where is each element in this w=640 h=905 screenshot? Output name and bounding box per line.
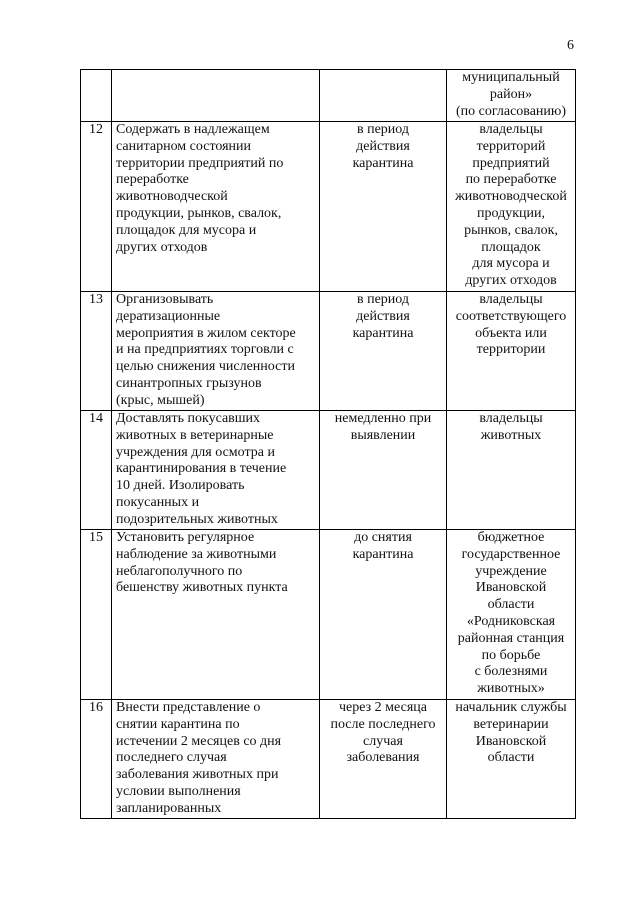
- action-line: Установить регулярное: [116, 530, 255, 545]
- responsible-line: предприятий: [472, 155, 550, 171]
- action-line: истечении 2 месяцев со дня: [116, 733, 282, 749]
- action-line: животноводческой: [116, 189, 228, 205]
- responsible-line: владельцы: [479, 122, 543, 137]
- row-number-cell: 15: [81, 530, 112, 700]
- term-line: в период: [356, 292, 410, 307]
- responsible-line: по переработке: [465, 172, 557, 188]
- term-line: карантина: [352, 546, 414, 562]
- action-line: наблюдение за животными: [116, 546, 277, 562]
- term-line: действия: [356, 138, 410, 154]
- action-line: последнего случая: [116, 750, 227, 766]
- action-line: санитарном состоянии: [116, 138, 252, 154]
- responsible-line: соответствующего: [455, 308, 567, 324]
- term-cell: [320, 700, 447, 819]
- responsible-line: учреждение: [475, 563, 547, 579]
- term-cell: [320, 70, 447, 122]
- responsible-line: объекта или: [475, 325, 547, 341]
- action-line: Организовывать: [116, 292, 214, 307]
- responsible-line: ветеринарии: [473, 716, 549, 732]
- responsible-line: районная станция: [457, 630, 565, 646]
- responsible-line: владельцы: [479, 292, 543, 307]
- responsible-line: территории: [476, 342, 546, 358]
- action-line: снятии карантина по: [116, 716, 240, 732]
- responsible-line: (по согласованию): [455, 103, 567, 119]
- table-row: [81, 122, 576, 292]
- responsible-cell: [447, 292, 576, 411]
- responsible-cell: [447, 411, 576, 530]
- action-line: Внести представление о: [116, 700, 261, 715]
- action-line: условии выполнения: [116, 783, 241, 799]
- responsible-line: области: [487, 597, 535, 613]
- action-line: бешенству животных пункта: [116, 580, 288, 596]
- row-number-cell: 12: [81, 122, 112, 292]
- responsible-line: области: [487, 750, 535, 766]
- responsible-line: рынков, свалок,: [464, 222, 558, 238]
- action-line: Содержать в надлежащем: [116, 122, 270, 137]
- action-line: продукции, рынков, свалок,: [116, 205, 282, 221]
- action-line: карантинирования в течение: [116, 461, 287, 477]
- responsible-line: с болезнями: [474, 664, 548, 680]
- action-cell: [112, 530, 320, 700]
- responsible-line: площадок: [481, 239, 541, 255]
- action-line: территории предприятий по: [116, 155, 284, 171]
- action-line: неблагополучного по: [116, 563, 243, 579]
- term-line: до снятия: [354, 530, 412, 545]
- row-number-cell: [81, 70, 112, 122]
- table-row: [81, 530, 576, 700]
- action-line: Доставлять покусавших: [116, 411, 261, 426]
- action-line: переработке: [116, 172, 189, 188]
- action-cell: [112, 70, 320, 122]
- action-cell: [112, 292, 320, 411]
- table-row: [81, 700, 576, 819]
- responsible-cell: [447, 530, 576, 700]
- term-line: после последнего: [330, 716, 436, 732]
- responsible-line: животных: [480, 427, 542, 443]
- row-number-cell: 14: [81, 411, 112, 530]
- responsible-line: территорий: [476, 138, 546, 154]
- responsible-line: Ивановской: [475, 580, 547, 596]
- responsible-line: по борьбе: [481, 647, 541, 663]
- term-cell: [320, 122, 447, 292]
- table-row-continuation: [81, 70, 576, 122]
- table-row: [81, 411, 576, 530]
- action-line: и на предприятиях торговли с: [116, 342, 294, 358]
- row-number-cell: 16: [81, 700, 112, 819]
- responsible-line: государственное: [461, 546, 561, 562]
- action-cell: [112, 122, 320, 292]
- action-line: запланированных: [116, 800, 222, 816]
- responsible-line: район»: [489, 86, 533, 102]
- page-number: 6: [567, 38, 574, 53]
- term-line: случая: [363, 733, 403, 749]
- row-number-cell: 13: [81, 292, 112, 411]
- action-line: синантропных грызунов: [116, 375, 262, 391]
- action-line: учреждения для осмотра и: [116, 444, 275, 460]
- responsible-line: бюджетное: [477, 530, 545, 545]
- responsible-line: других отходов: [465, 273, 557, 289]
- responsible-cell: [447, 122, 576, 292]
- term-line: карантина: [352, 155, 414, 171]
- action-line: 10 дней. Изолировать: [116, 478, 245, 494]
- term-line: заболевания: [346, 750, 420, 766]
- action-line: дератизационные: [116, 308, 221, 324]
- action-line: мероприятия в жилом секторе: [116, 325, 296, 341]
- responsible-line: муниципальный: [462, 70, 560, 85]
- term-cell: [320, 530, 447, 700]
- term-line: в период: [356, 122, 410, 137]
- action-line: площадок для мусора и: [116, 222, 257, 238]
- term-cell: [320, 411, 447, 530]
- term-line: немедленно при: [334, 411, 432, 426]
- responsible-cell: [447, 70, 576, 122]
- action-line: других отходов: [116, 239, 208, 255]
- responsible-line: Ивановской: [475, 733, 547, 749]
- action-cell: [112, 411, 320, 530]
- responsible-line: «Родниковская: [466, 613, 556, 629]
- action-line: заболевания животных при: [116, 767, 279, 783]
- responsible-line: владельцы: [479, 411, 543, 426]
- responsible-line: начальник службы: [455, 700, 567, 715]
- term-cell: [320, 292, 447, 411]
- responsible-line: для мусора и: [472, 256, 550, 272]
- measures-table: [80, 69, 576, 819]
- responsible-line: животных»: [477, 681, 545, 697]
- action-line: (крыс, мышей): [116, 392, 205, 408]
- action-line: покусанных и: [116, 494, 200, 510]
- responsible-cell: [447, 700, 576, 819]
- term-line: карантина: [352, 325, 414, 341]
- responsible-line: животноводческой: [455, 189, 567, 205]
- term-line: через 2 месяца: [339, 700, 427, 715]
- responsible-line: продукции,: [477, 205, 545, 221]
- action-cell: [112, 700, 320, 819]
- table-row: [81, 292, 576, 411]
- term-line: выявлении: [350, 427, 416, 443]
- term-line: действия: [356, 308, 410, 324]
- action-line: целью снижения численности: [116, 359, 295, 375]
- action-line: подозрительных животных: [116, 511, 278, 527]
- action-line: животных в ветеринарные: [116, 427, 274, 443]
